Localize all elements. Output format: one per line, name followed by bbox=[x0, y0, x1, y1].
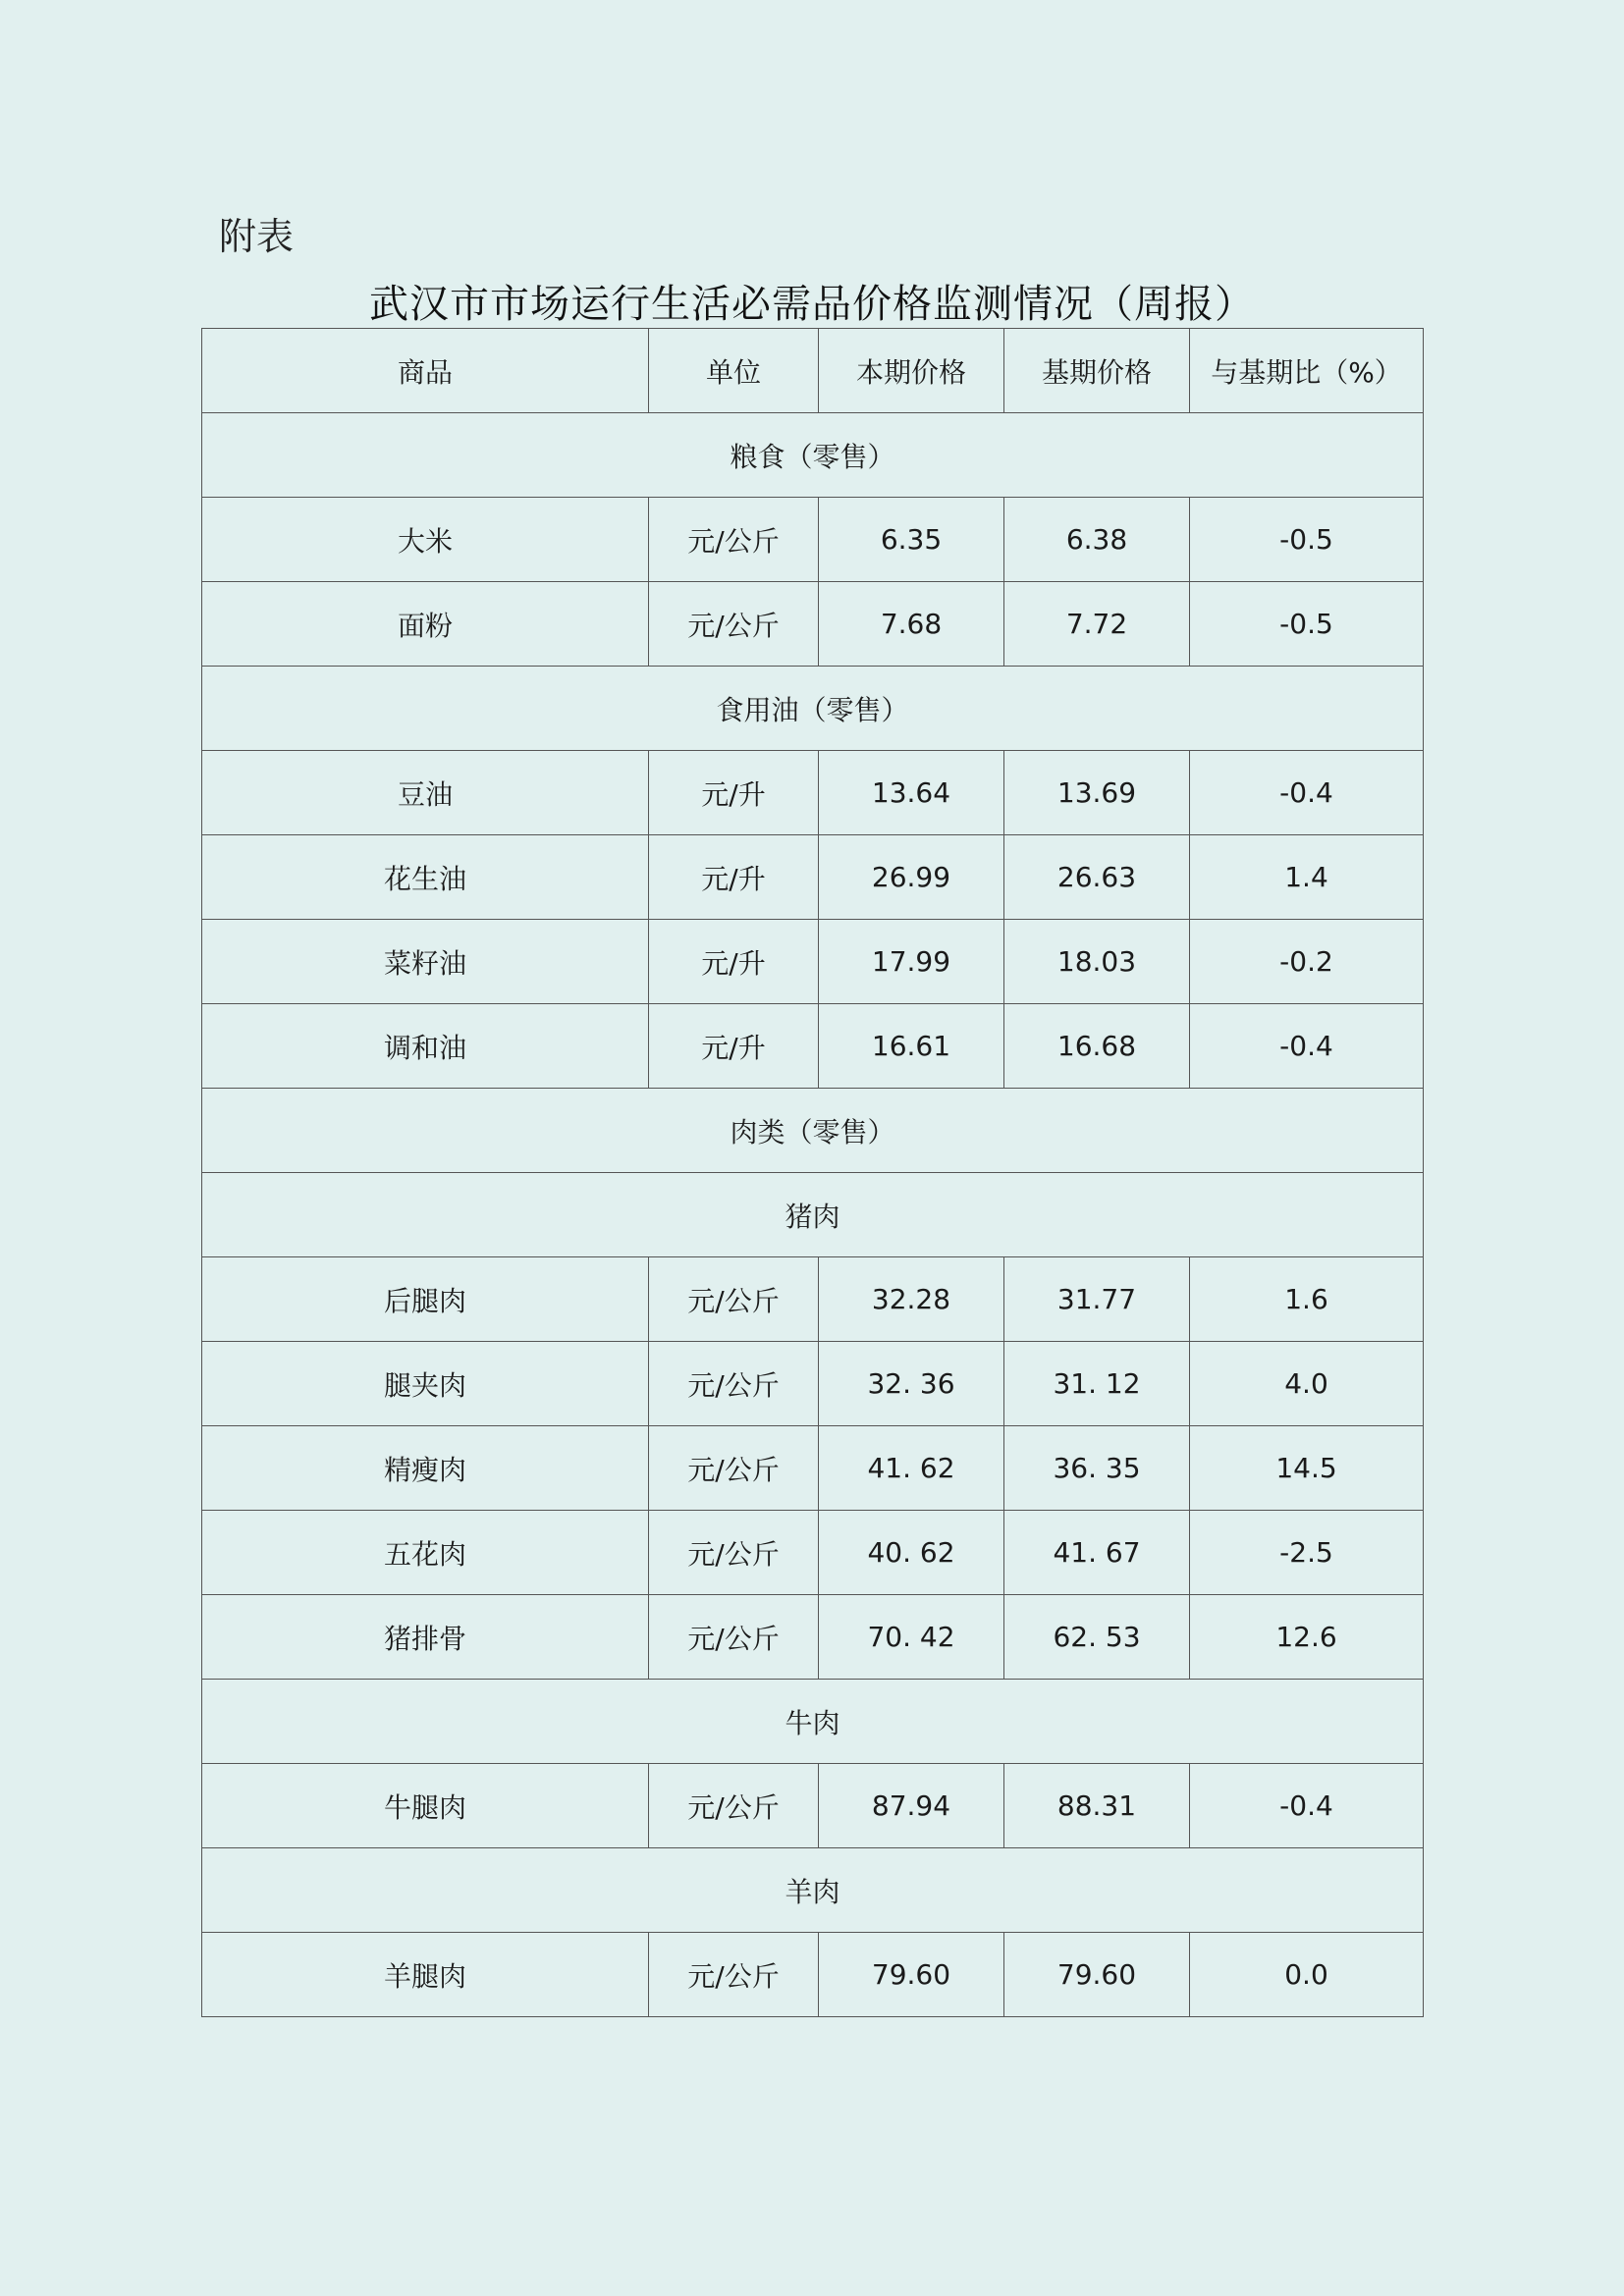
commodity-name: 牛腿肉 bbox=[202, 1764, 649, 1848]
change-percent-cell: -0.4 bbox=[1190, 751, 1424, 835]
commodity-name: 菜籽油 bbox=[202, 920, 649, 1004]
section-label: 牛肉 bbox=[202, 1680, 1424, 1764]
commodity-name: 羊腿肉 bbox=[202, 1933, 649, 2017]
unit-cell: 元/公斤 bbox=[649, 498, 819, 582]
current-price-cell: 17.99 bbox=[819, 920, 1004, 1004]
table-row bbox=[202, 751, 1424, 835]
commodity-name: 调和油 bbox=[202, 1004, 649, 1089]
base-price-cell: 7.72 bbox=[1004, 582, 1190, 667]
commodity-name: 面粉 bbox=[202, 582, 649, 667]
section-label: 粮食（零售） bbox=[202, 413, 1424, 498]
section-label: 羊肉 bbox=[202, 1848, 1424, 1933]
table-row bbox=[202, 1933, 1424, 2017]
column-header-unit: 单位 bbox=[649, 329, 819, 413]
table-row bbox=[202, 1595, 1424, 1680]
section-label: 肉类（零售） bbox=[202, 1089, 1424, 1173]
current-price-cell: 32. 36 bbox=[819, 1342, 1004, 1426]
unit-cell: 元/升 bbox=[649, 1004, 819, 1089]
section-label: 食用油（零售） bbox=[202, 667, 1424, 751]
base-price-cell: 16.68 bbox=[1004, 1004, 1190, 1089]
price-table bbox=[201, 328, 1424, 2017]
table-row bbox=[202, 1764, 1424, 1848]
base-price-cell: 31.77 bbox=[1004, 1257, 1190, 1342]
section-row bbox=[202, 1173, 1424, 1257]
change-percent-cell: 14.5 bbox=[1190, 1426, 1424, 1511]
unit-cell: 元/公斤 bbox=[649, 1933, 819, 2017]
commodity-name: 后腿肉 bbox=[202, 1257, 649, 1342]
section-row bbox=[202, 1848, 1424, 1933]
column-header-base-price: 基期价格 bbox=[1004, 329, 1190, 413]
current-price-cell: 40. 62 bbox=[819, 1511, 1004, 1595]
column-header-current-price: 本期价格 bbox=[819, 329, 1004, 413]
base-price-cell: 18.03 bbox=[1004, 920, 1190, 1004]
section-label: 猪肉 bbox=[202, 1173, 1424, 1257]
current-price-cell: 87.94 bbox=[819, 1764, 1004, 1848]
base-price-cell: 79.60 bbox=[1004, 1933, 1190, 2017]
table-header-row bbox=[202, 329, 1424, 413]
commodity-name: 腿夹肉 bbox=[202, 1342, 649, 1426]
change-percent-cell: -0.5 bbox=[1190, 498, 1424, 582]
unit-cell: 元/公斤 bbox=[649, 1257, 819, 1342]
commodity-name: 精瘦肉 bbox=[202, 1426, 649, 1511]
table-row bbox=[202, 1511, 1424, 1595]
base-price-cell: 31. 12 bbox=[1004, 1342, 1190, 1426]
change-percent-cell: -2.5 bbox=[1190, 1511, 1424, 1595]
commodity-name: 猪排骨 bbox=[202, 1595, 649, 1680]
table-row bbox=[202, 920, 1424, 1004]
base-price-cell: 88.31 bbox=[1004, 1764, 1190, 1848]
change-percent-cell: 1.6 bbox=[1190, 1257, 1424, 1342]
current-price-cell: 7.68 bbox=[819, 582, 1004, 667]
table-row bbox=[202, 1426, 1424, 1511]
unit-cell: 元/升 bbox=[649, 751, 819, 835]
section-row bbox=[202, 1089, 1424, 1173]
table-row bbox=[202, 1342, 1424, 1426]
column-header-change-percent: 与基期比（%） bbox=[1190, 329, 1424, 413]
column-header-commodity: 商品 bbox=[202, 329, 649, 413]
base-price-cell: 13.69 bbox=[1004, 751, 1190, 835]
change-percent-cell: 1.4 bbox=[1190, 835, 1424, 920]
table-row bbox=[202, 1004, 1424, 1089]
base-price-cell: 62. 53 bbox=[1004, 1595, 1190, 1680]
change-percent-cell: 0.0 bbox=[1190, 1933, 1424, 2017]
commodity-name: 豆油 bbox=[202, 751, 649, 835]
current-price-cell: 6.35 bbox=[819, 498, 1004, 582]
commodity-name: 五花肉 bbox=[202, 1511, 649, 1595]
current-price-cell: 26.99 bbox=[819, 835, 1004, 920]
change-percent-cell: 12.6 bbox=[1190, 1595, 1424, 1680]
change-percent-cell: -0.2 bbox=[1190, 920, 1424, 1004]
table-row bbox=[202, 498, 1424, 582]
current-price-cell: 70. 42 bbox=[819, 1595, 1004, 1680]
unit-cell: 元/公斤 bbox=[649, 1511, 819, 1595]
current-price-cell: 32.28 bbox=[819, 1257, 1004, 1342]
table-row bbox=[202, 835, 1424, 920]
unit-cell: 元/升 bbox=[649, 920, 819, 1004]
commodity-name: 花生油 bbox=[202, 835, 649, 920]
base-price-cell: 6.38 bbox=[1004, 498, 1190, 582]
unit-cell: 元/升 bbox=[649, 835, 819, 920]
unit-cell: 元/公斤 bbox=[649, 1764, 819, 1848]
section-row bbox=[202, 1680, 1424, 1764]
section-row bbox=[202, 413, 1424, 498]
base-price-cell: 41. 67 bbox=[1004, 1511, 1190, 1595]
change-percent-cell: 4.0 bbox=[1190, 1342, 1424, 1426]
change-percent-cell: -0.4 bbox=[1190, 1764, 1424, 1848]
commodity-name: 大米 bbox=[202, 498, 649, 582]
section-row bbox=[202, 667, 1424, 751]
base-price-cell: 36. 35 bbox=[1004, 1426, 1190, 1511]
appendix-label: 附表 bbox=[219, 215, 295, 258]
current-price-cell: 16.61 bbox=[819, 1004, 1004, 1089]
unit-cell: 元/公斤 bbox=[649, 1426, 819, 1511]
unit-cell: 元/公斤 bbox=[649, 1595, 819, 1680]
unit-cell: 元/公斤 bbox=[649, 1342, 819, 1426]
change-percent-cell: -0.5 bbox=[1190, 582, 1424, 667]
unit-cell: 元/公斤 bbox=[649, 582, 819, 667]
change-percent-cell: -0.4 bbox=[1190, 1004, 1424, 1089]
current-price-cell: 79.60 bbox=[819, 1933, 1004, 2017]
page-title: 武汉市市场运行生活必需品价格监测情况（周报） bbox=[369, 282, 1255, 327]
current-price-cell: 13.64 bbox=[819, 751, 1004, 835]
table-row bbox=[202, 582, 1424, 667]
table-row bbox=[202, 1257, 1424, 1342]
current-price-cell: 41. 62 bbox=[819, 1426, 1004, 1511]
base-price-cell: 26.63 bbox=[1004, 835, 1190, 920]
